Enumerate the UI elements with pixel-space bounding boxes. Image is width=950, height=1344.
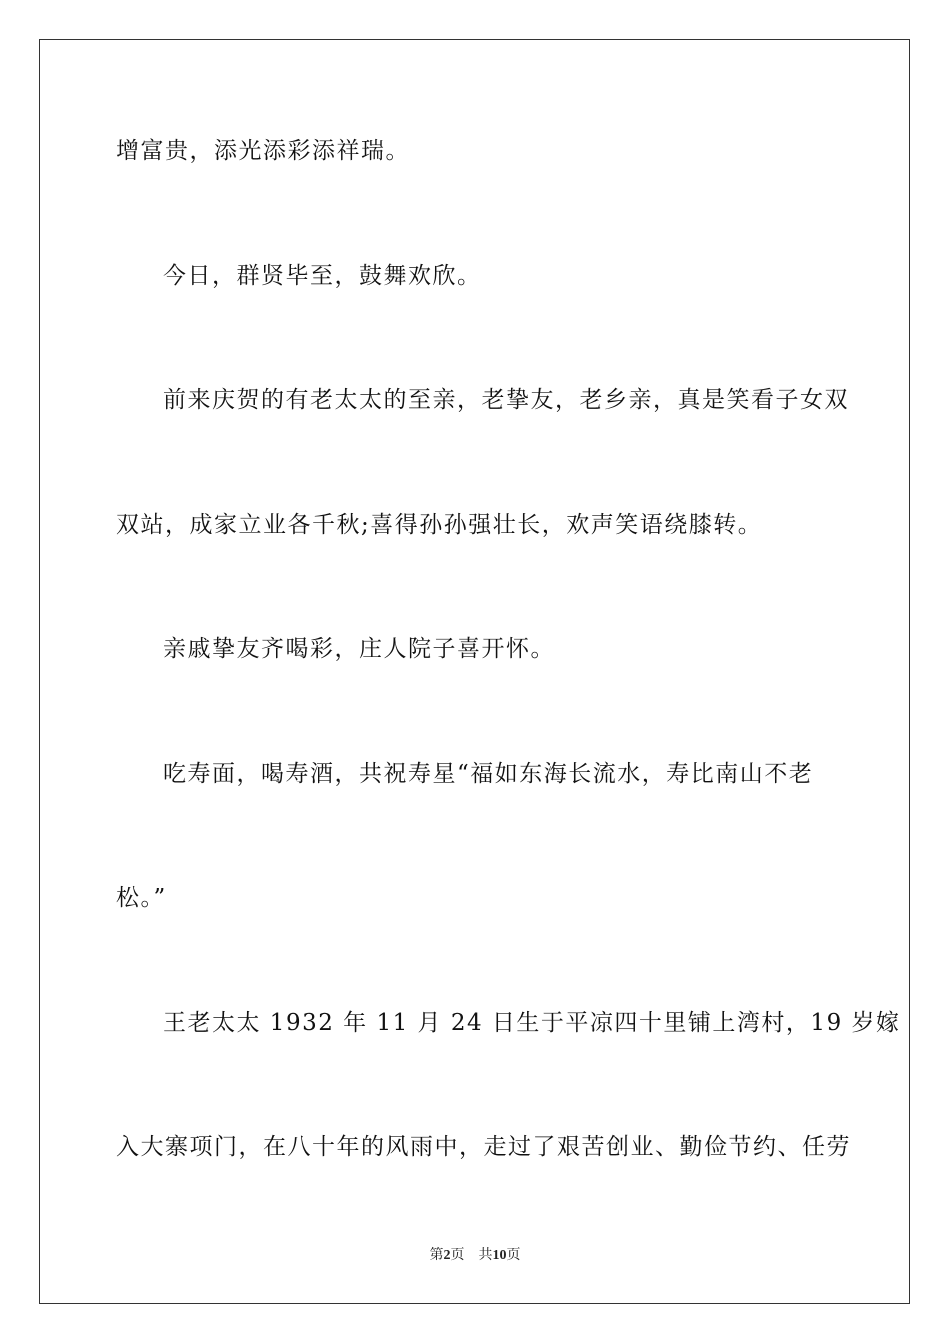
text-line: 松。” — [116, 885, 167, 911]
paragraph-line: 亲戚挚友齐喝彩，庄人院子喜开怀。 — [163, 636, 555, 662]
paragraph-line: 吃寿面，喝寿酒，共祝寿星“福如东海长流水，寿比南山不老 — [163, 761, 814, 787]
page-label-prefix: 第 — [429, 1248, 444, 1263]
text-line: 入大寨项门，在八十年的风雨中，走过了艰苦创业、勤俭节约、任劳 — [116, 1134, 851, 1160]
text-line: 双站，成家立业各千秋;喜得孙孙强壮长，欢声笑语绕膝转。 — [116, 512, 763, 538]
paragraph-line: 前来庆贺的有老太太的至亲，老挚友，老乡亲，真是笑看子女双 — [163, 387, 849, 413]
page-label-suffix: 页 — [450, 1248, 465, 1263]
page-number: 2 — [443, 1248, 451, 1263]
total-label-suffix: 页 — [506, 1248, 521, 1263]
paragraph-line: 今日，群贤毕至，鼓舞欢欣。 — [163, 263, 482, 289]
page-footer — [0, 1247, 950, 1265]
total-pages: 10 — [492, 1248, 507, 1263]
total-label-prefix: 共 — [478, 1248, 493, 1263]
page-frame — [39, 39, 910, 1304]
text-line: 增富贵，添光添彩添祥瑞。 — [116, 138, 410, 164]
paragraph-line: 王老太太 1932 年 11 月 24 日生于平凉四十里铺上湾村，19 岁嫁 — [163, 1010, 901, 1036]
